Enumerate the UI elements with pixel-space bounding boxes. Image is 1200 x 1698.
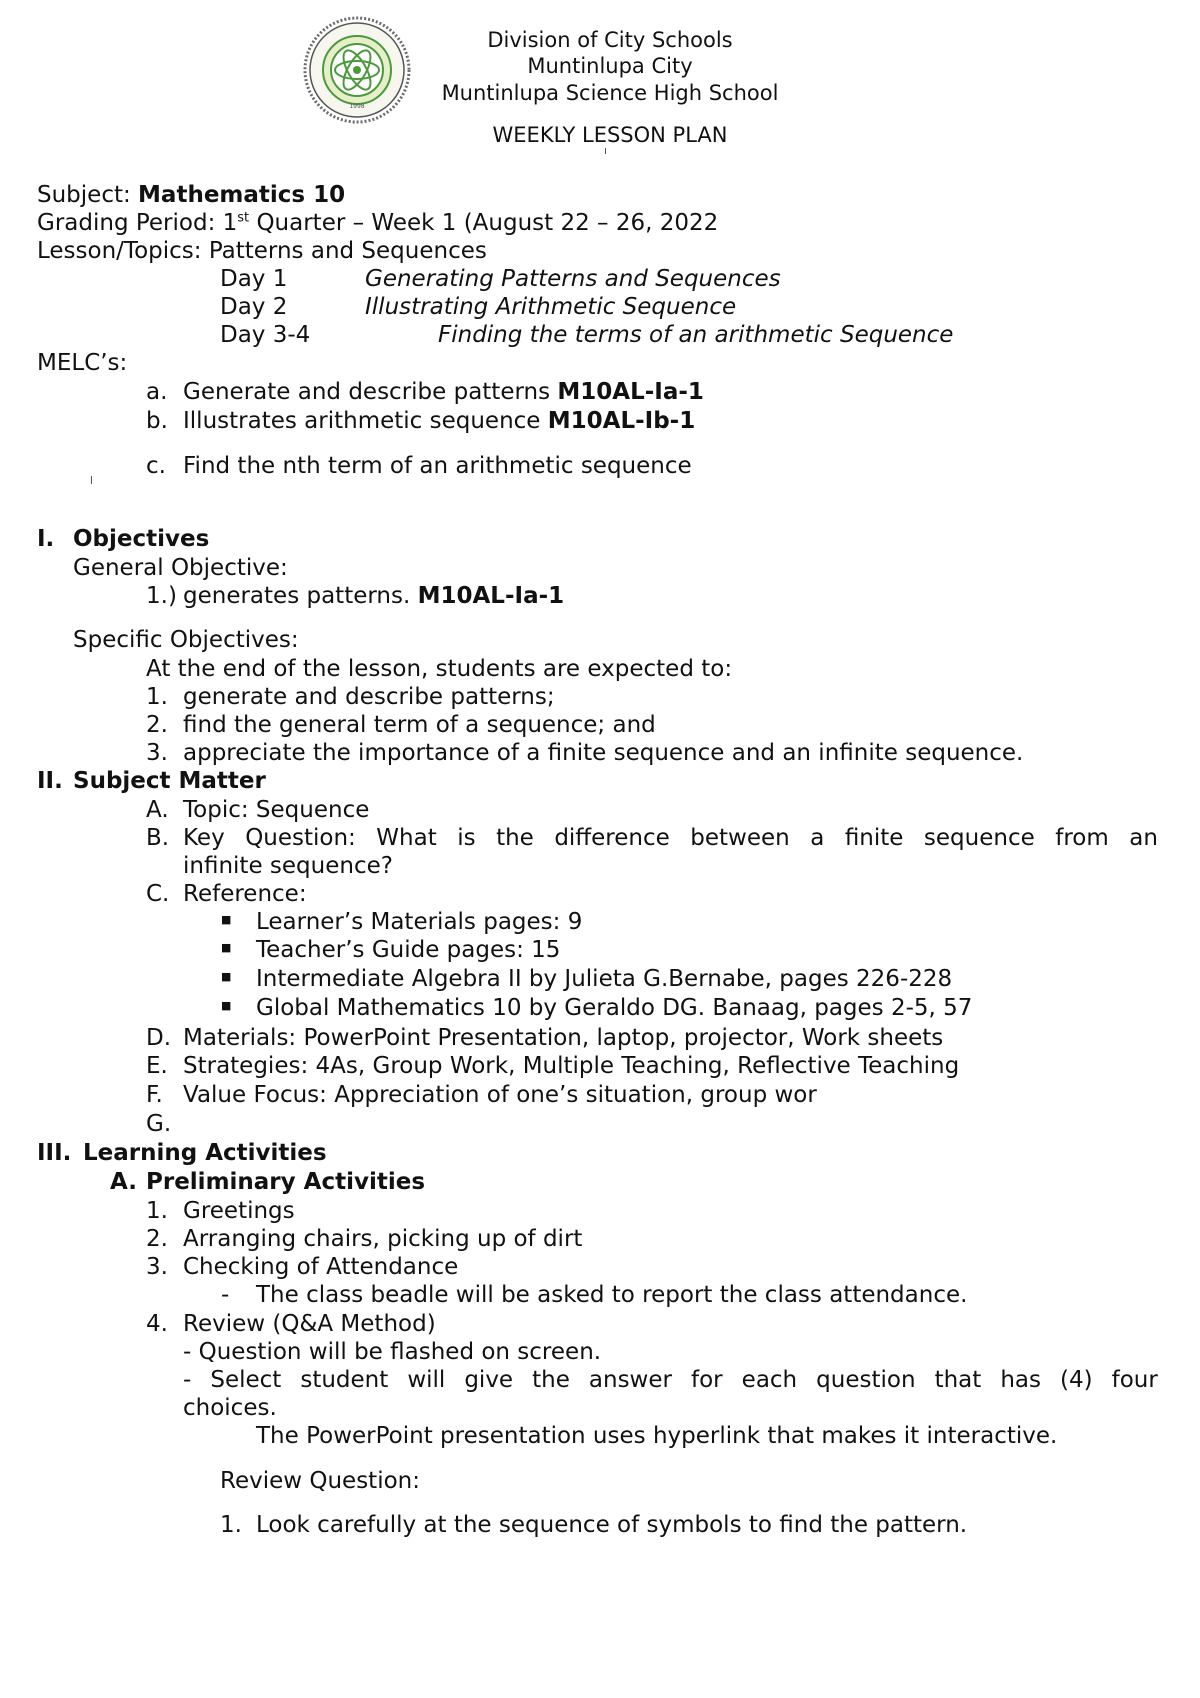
- melc-item: [183, 410, 695, 433]
- review-word: -: [183, 1367, 192, 1393]
- key-question-word: is: [457, 825, 476, 851]
- day-label: Day 1: [220, 266, 288, 292]
- activity-marker: 3.: [146, 1254, 168, 1280]
- reference-marker: C.: [146, 881, 170, 907]
- melc-code: M10AL-Ib-1: [547, 408, 696, 434]
- objective-marker: 2.: [146, 712, 168, 738]
- objectives-intro: At the end of the lesson, students are expected to:: [146, 656, 733, 682]
- list-marker: G.: [146, 1111, 172, 1137]
- review-word: student: [300, 1367, 389, 1393]
- section-numeral: I.: [37, 526, 55, 552]
- review-word: question: [816, 1367, 916, 1393]
- melc-item: [183, 381, 704, 404]
- stray-mark: [605, 148, 606, 154]
- key-question-word: Question:: [245, 825, 356, 851]
- review-word: has: [1000, 1367, 1041, 1393]
- grading-rest: Quarter – Week 1 (August 22 – 26, 2022: [249, 210, 719, 236]
- learning-activities-heading: Learning Activities: [83, 1140, 327, 1166]
- key-question-word: between: [690, 825, 790, 851]
- reference-item: Teacher’s Guide pages: 15: [256, 937, 561, 963]
- list-marker: F.: [146, 1082, 163, 1108]
- review-word: Select: [210, 1367, 282, 1393]
- topic: Topic: Sequence: [183, 797, 370, 823]
- objective-item: find the general term of a sequence; and: [183, 712, 656, 738]
- activity-item: Arranging chairs, picking up of dirt: [183, 1226, 583, 1252]
- key-question-word: from: [1055, 825, 1109, 851]
- preliminary-activities-heading: Preliminary Activities: [146, 1169, 426, 1195]
- section-numeral: II.: [37, 768, 63, 794]
- lesson-topics: Lesson/Topics: Patterns and Sequences: [37, 238, 487, 264]
- dash-icon: -: [221, 1282, 230, 1308]
- general-objective-marker: 1.): [146, 583, 177, 609]
- reference-item: Global Mathematics 10 by Geraldo DG. Banaag, pages 2-5, 57: [256, 995, 973, 1021]
- general-objective-label: General Objective:: [73, 555, 288, 581]
- reference-item: Learner’s Materials pages: 9: [256, 909, 583, 935]
- review-word: the: [532, 1367, 570, 1393]
- subject-label: Subject:: [37, 182, 131, 208]
- review-word: that: [934, 1367, 982, 1393]
- melc-code: M10AL-Ia-1: [557, 379, 704, 405]
- melc-text: Generate and describe patterns: [183, 379, 558, 405]
- ppt-note: The PowerPoint presentation uses hyperlink that makes it interactive.: [256, 1423, 1058, 1449]
- activity-marker: 1.: [146, 1198, 168, 1224]
- document-title: WEEKLY LESSON PLAN: [492, 123, 728, 147]
- stray-mark: [91, 476, 92, 484]
- bullet-icon: ■: [221, 999, 232, 1012]
- grading-sup: st: [237, 210, 250, 226]
- value-focus: Value Focus: Appreciation of one’s situation, group wor: [183, 1082, 817, 1108]
- review-word: will: [407, 1367, 446, 1393]
- review-word: give: [464, 1367, 514, 1393]
- reference-label: Reference:: [183, 881, 307, 907]
- bullet-icon: ■: [221, 941, 232, 954]
- subsection-marker: A.: [110, 1169, 137, 1195]
- key-question-word: an: [1129, 825, 1158, 851]
- review-question: Look carefully at the sequence of symbols to find the pattern.: [256, 1512, 968, 1538]
- division-name: Division of City Schools: [487, 28, 733, 52]
- key-question-word: sequence: [923, 825, 1035, 851]
- svg-text:1998: 1998: [349, 103, 365, 110]
- attendance-note: The class beadle will be asked to report the class attendance.: [256, 1282, 968, 1308]
- key-question-continuation: infinite sequence?: [183, 853, 393, 879]
- activity-marker: 2.: [146, 1226, 168, 1252]
- day-label: Day 3-4: [220, 322, 311, 348]
- materials: Materials: PowerPoint Presentation, laptop, projector, Work sheets: [183, 1025, 944, 1051]
- activity-item: Checking of Attendance: [183, 1254, 459, 1280]
- strategies: Strategies: 4As, Group Work, Multiple Teaching, Reflective Teaching: [183, 1053, 960, 1079]
- grading-prefix: Grading Period: 1: [37, 210, 238, 236]
- day-topic: Generating Patterns and Sequences: [365, 266, 781, 292]
- key-question-line: [183, 827, 1158, 850]
- subject-line: [37, 184, 345, 207]
- subject-matter-heading: Subject Matter: [73, 768, 266, 794]
- key-question-word: What: [376, 825, 437, 851]
- objective-marker: 1.: [146, 684, 168, 710]
- review-word: for: [691, 1367, 723, 1393]
- list-marker: E.: [146, 1053, 168, 1079]
- list-marker: D.: [146, 1025, 172, 1051]
- key-question-word: difference: [554, 825, 670, 851]
- question-marker: 1.: [220, 1512, 242, 1538]
- subject-value: Mathematics 10: [138, 182, 346, 208]
- melc-label: MELC’s:: [37, 350, 128, 376]
- topic-marker: A.: [146, 797, 169, 823]
- review-word: answer: [588, 1367, 672, 1393]
- review-word: each: [741, 1367, 798, 1393]
- grading-period: [37, 212, 718, 235]
- objective-item: appreciate the importance of a finite sequence and an infinite sequence.: [183, 740, 1024, 766]
- melc-marker: c.: [146, 453, 166, 479]
- activity-item: Greetings: [183, 1198, 295, 1224]
- objective-item: generate and describe patterns;: [183, 684, 555, 710]
- day-topic: Illustrating Arithmetic Sequence: [365, 294, 737, 320]
- review-note: - Question will be flashed on screen.: [183, 1339, 602, 1365]
- school-name: Muntinlupa Science High School: [441, 81, 779, 105]
- school-seal-logo: [303, 16, 411, 124]
- key-question-word: the: [496, 825, 534, 851]
- key-question-marker: B.: [146, 825, 170, 851]
- day-label: Day 2: [220, 294, 288, 320]
- key-question-word: finite: [844, 825, 904, 851]
- review-note-line: [183, 1369, 1158, 1392]
- objective-marker: 3.: [146, 740, 168, 766]
- melc-item: Find the nth term of an arithmetic sequence: [183, 453, 692, 479]
- bullet-icon: ■: [221, 913, 232, 926]
- review-word: four: [1111, 1367, 1158, 1393]
- melc-marker: b.: [146, 408, 168, 434]
- melc-text: Illustrates arithmetic sequence: [183, 408, 548, 434]
- specific-objectives-label: Specific Objectives:: [73, 627, 299, 653]
- review-note-continuation: choices.: [183, 1395, 277, 1421]
- section-numeral: III.: [37, 1140, 72, 1166]
- day-topic: Finding the terms of an arithmetic Sequence: [438, 322, 954, 348]
- bullet-icon: ■: [221, 970, 232, 983]
- review-item: Review (Q&A Method): [183, 1311, 436, 1337]
- review-word: (4): [1060, 1367, 1093, 1393]
- city-name: Muntinlupa City: [527, 54, 693, 78]
- objectives-heading: Objectives: [73, 526, 210, 552]
- melc-marker: a.: [146, 379, 168, 405]
- key-question-word: Key: [183, 825, 225, 851]
- general-objective-code: M10AL-Ia-1: [417, 583, 565, 609]
- reference-item: Intermediate Algebra II by Julieta G.Bernabe, pages 226-228: [256, 966, 953, 992]
- key-question-word: a: [810, 825, 825, 851]
- general-objective-text: generates patterns.: [183, 583, 418, 609]
- activity-marker: 4.: [146, 1311, 168, 1337]
- review-question-label: Review Question:: [220, 1468, 420, 1494]
- general-objective: [183, 585, 564, 608]
